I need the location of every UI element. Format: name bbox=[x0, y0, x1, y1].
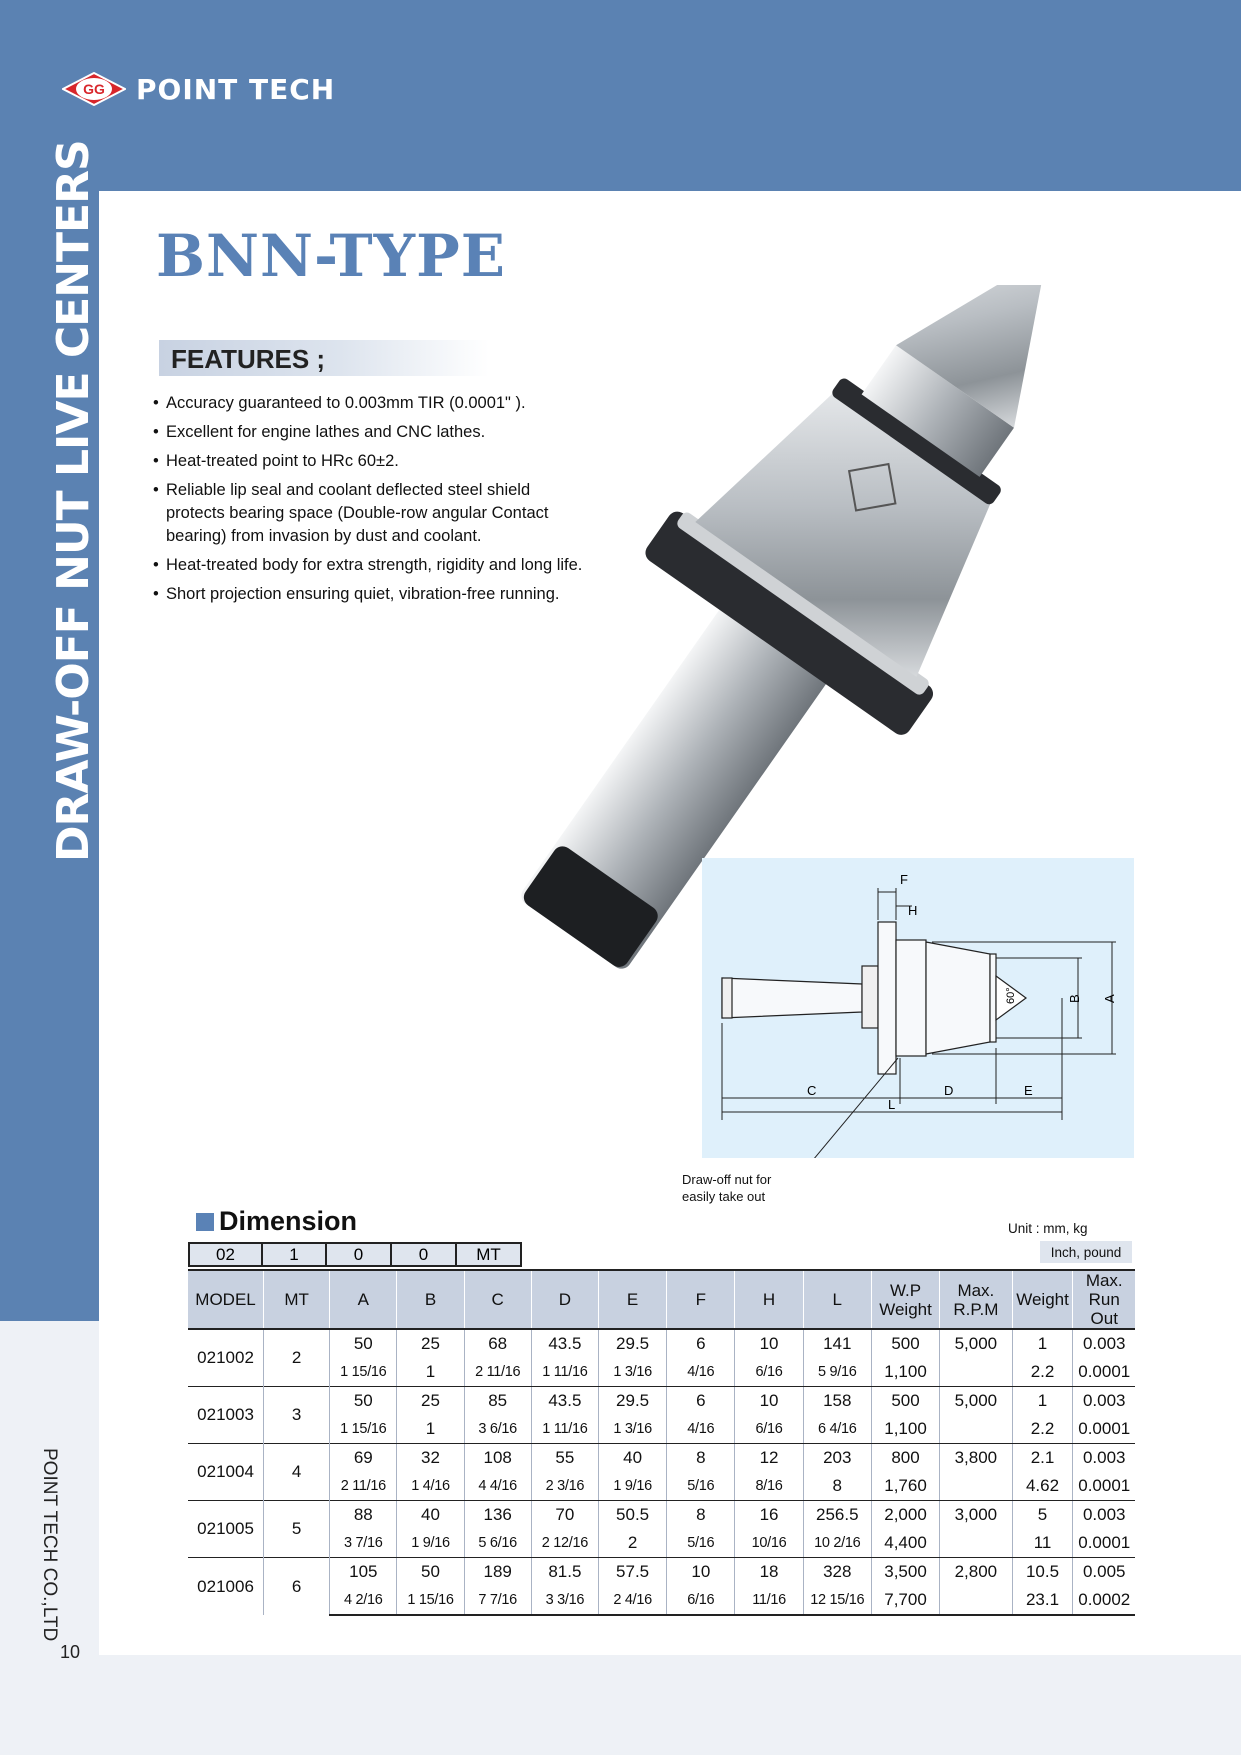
inch-value-cell: 6/16 bbox=[735, 1415, 803, 1444]
inch-value-cell: 6 4/16 bbox=[803, 1415, 871, 1444]
metric-value-cell: 136 bbox=[464, 1501, 531, 1530]
inch-value-cell: 2 4/16 bbox=[598, 1586, 666, 1615]
metric-value-cell: 1 bbox=[1012, 1329, 1073, 1358]
diagram-label-f: F bbox=[900, 872, 908, 887]
inch-value-cell: 5 9/16 bbox=[803, 1358, 871, 1387]
column-header: F bbox=[667, 1270, 735, 1329]
metric-value-cell: 3,800 bbox=[940, 1444, 1012, 1473]
inch-value-cell bbox=[940, 1529, 1012, 1558]
inch-value-cell: 2 bbox=[598, 1529, 666, 1558]
table-row bbox=[188, 1472, 1135, 1501]
metric-value-cell: 256.5 bbox=[803, 1501, 871, 1530]
metric-value-cell: 50 bbox=[330, 1329, 397, 1358]
inch-value-cell: 7,700 bbox=[871, 1586, 939, 1615]
metric-value-cell: 68 bbox=[464, 1329, 531, 1358]
metric-value-cell: 500 bbox=[871, 1387, 939, 1416]
code-cell: 0 bbox=[391, 1243, 456, 1266]
inch-value-cell: 3 6/16 bbox=[464, 1415, 531, 1444]
feature-item: • Reliable lip seal and coolant deflected steel shield protects bearing space (Double-row angular Contact bearing) from invasion by dust and coolant. bbox=[152, 479, 592, 548]
metric-value-cell: 8 bbox=[667, 1444, 735, 1473]
metric-value-cell: 85 bbox=[464, 1387, 531, 1416]
metric-value-cell: 0.003 bbox=[1073, 1329, 1135, 1358]
metric-value-cell: 3,500 bbox=[871, 1558, 939, 1587]
metric-value-cell: 189 bbox=[464, 1558, 531, 1587]
inch-value-cell: 1 15/16 bbox=[330, 1415, 397, 1444]
model-cell: 021005 bbox=[188, 1501, 264, 1558]
inch-value-cell: 10 2/16 bbox=[803, 1529, 871, 1558]
inch-value-cell: 7 7/16 bbox=[464, 1586, 531, 1615]
column-header: C bbox=[464, 1270, 531, 1329]
column-header: MT bbox=[264, 1270, 330, 1329]
inch-value-cell bbox=[940, 1415, 1012, 1444]
page-number: 10 bbox=[60, 1642, 81, 1662]
metric-value-cell: 32 bbox=[397, 1444, 464, 1473]
inch-value-cell: 2.2 bbox=[1012, 1415, 1073, 1444]
inch-value-cell: 2 12/16 bbox=[531, 1529, 598, 1558]
metric-value-cell: 5 bbox=[1012, 1501, 1073, 1530]
column-header: Weight bbox=[1012, 1270, 1073, 1329]
inch-value-cell: 1 9/16 bbox=[397, 1529, 464, 1558]
metric-value-cell: 328 bbox=[803, 1558, 871, 1587]
dimension-heading-text: Dimension bbox=[219, 1206, 358, 1236]
inch-value-cell: 4/16 bbox=[667, 1358, 735, 1387]
diagram-label-h: H bbox=[908, 903, 918, 918]
table-row bbox=[188, 1329, 1135, 1358]
diagram-label-e: E bbox=[1024, 1083, 1033, 1098]
diagram-label-c: C bbox=[807, 1083, 817, 1098]
metric-value-cell: 10 bbox=[667, 1558, 735, 1587]
inch-value-cell: 2 3/16 bbox=[531, 1472, 598, 1501]
inch-value-cell: 8/16 bbox=[735, 1472, 803, 1501]
inch-value-cell: 2 11/16 bbox=[464, 1358, 531, 1387]
inch-value-cell: 3 7/16 bbox=[330, 1529, 397, 1558]
table-row bbox=[188, 1444, 1135, 1473]
metric-value-cell: 3,000 bbox=[940, 1501, 1012, 1530]
table-row bbox=[188, 1529, 1135, 1558]
column-header: MODEL bbox=[188, 1270, 264, 1329]
metric-value-cell: 105 bbox=[330, 1558, 397, 1587]
logo-badge-text: GG bbox=[83, 81, 105, 97]
metric-value-cell: 29.5 bbox=[598, 1387, 666, 1416]
inch-value-cell: 23.1 bbox=[1012, 1586, 1073, 1615]
gg-logo-icon bbox=[62, 72, 126, 106]
inch-value-cell: 1 bbox=[397, 1358, 464, 1387]
mt-cell: 2 bbox=[264, 1329, 330, 1387]
metric-value-cell: 0.003 bbox=[1073, 1387, 1135, 1416]
table-row bbox=[188, 1586, 1135, 1615]
inch-value-cell bbox=[940, 1586, 1012, 1615]
dimension-diagram bbox=[702, 858, 1134, 1158]
inch-value-cell: 4/16 bbox=[667, 1415, 735, 1444]
metric-value-cell: 108 bbox=[464, 1444, 531, 1473]
metric-value-cell: 6 bbox=[667, 1329, 735, 1358]
diagram-label-angle: 60° bbox=[1005, 987, 1017, 1004]
inch-value-cell: 1,760 bbox=[871, 1472, 939, 1501]
column-header: H bbox=[735, 1270, 803, 1329]
diagram-label-l: L bbox=[888, 1097, 896, 1112]
mt-cell: 5 bbox=[264, 1501, 330, 1558]
draw-off-note bbox=[682, 1171, 771, 1205]
table-row bbox=[188, 1415, 1135, 1444]
model-cell: 021003 bbox=[188, 1387, 264, 1444]
metric-value-cell: 57.5 bbox=[598, 1558, 666, 1587]
inch-value-cell: 4,400 bbox=[871, 1529, 939, 1558]
metric-value-cell: 50 bbox=[397, 1558, 464, 1587]
inch-value-cell bbox=[940, 1358, 1012, 1387]
metric-value-cell: 0.005 bbox=[1073, 1558, 1135, 1587]
inch-value-cell: 0.0001 bbox=[1073, 1415, 1135, 1444]
metric-value-cell: 8 bbox=[667, 1501, 735, 1530]
column-header: Max. Run Out bbox=[1073, 1270, 1135, 1329]
inch-value-cell: 0.0001 bbox=[1073, 1529, 1135, 1558]
feature-item: • Heat-treated point to HRc 60±2. bbox=[152, 450, 592, 473]
feature-item: • Excellent for engine lathes and CNC lathes. bbox=[152, 421, 592, 444]
mt-cell: 6 bbox=[264, 1558, 330, 1616]
diagram-label-d: D bbox=[944, 1083, 954, 1098]
code-cell: MT bbox=[456, 1243, 521, 1266]
metric-value-cell: 12 bbox=[735, 1444, 803, 1473]
inch-value-cell: 1,100 bbox=[871, 1415, 939, 1444]
inch-value-cell: 4 4/16 bbox=[464, 1472, 531, 1501]
inch-value-cell: 5 6/16 bbox=[464, 1529, 531, 1558]
draw-off-note-line: Draw-off nut for bbox=[682, 1172, 772, 1187]
metric-value-cell: 2.1 bbox=[1012, 1444, 1073, 1473]
metric-value-cell: 5,000 bbox=[940, 1387, 1012, 1416]
inch-value-cell: 1 bbox=[397, 1415, 464, 1444]
inch-value-cell: 10/16 bbox=[735, 1529, 803, 1558]
metric-value-cell: 0.003 bbox=[1073, 1444, 1135, 1473]
brand-name: POINT TECH bbox=[136, 72, 336, 106]
metric-value-cell: 800 bbox=[871, 1444, 939, 1473]
metric-value-cell: 43.5 bbox=[531, 1387, 598, 1416]
model-cell: 021002 bbox=[188, 1329, 264, 1387]
column-header: W.P Weight bbox=[871, 1270, 939, 1329]
inch-value-cell: 0.0002 bbox=[1073, 1586, 1135, 1615]
unit-inch: Inch, pound bbox=[1040, 1241, 1132, 1263]
features-heading-text: FEATURES ; bbox=[171, 344, 326, 374]
inch-value-cell: 4.62 bbox=[1012, 1472, 1073, 1501]
metric-value-cell: 25 bbox=[397, 1387, 464, 1416]
inch-value-cell: 5/16 bbox=[667, 1472, 735, 1501]
bottom-band bbox=[0, 1655, 1241, 1755]
dimension-heading bbox=[196, 1206, 357, 1237]
metric-value-cell: 5,000 bbox=[940, 1329, 1012, 1358]
inch-value-cell: 4 2/16 bbox=[330, 1586, 397, 1615]
column-header: L bbox=[803, 1270, 871, 1329]
code-cell: 02 bbox=[189, 1243, 262, 1266]
table-row bbox=[188, 1387, 1135, 1416]
inch-value-cell: 1 9/16 bbox=[598, 1472, 666, 1501]
metric-value-cell: 158 bbox=[803, 1387, 871, 1416]
metric-value-cell: 40 bbox=[598, 1444, 666, 1473]
column-header: A bbox=[330, 1270, 397, 1329]
diagram-label-a: A bbox=[1102, 994, 1117, 1003]
inch-value-cell: 2.2 bbox=[1012, 1358, 1073, 1387]
column-header: B bbox=[397, 1270, 464, 1329]
table-body bbox=[188, 1329, 1135, 1615]
feature-item: • Heat-treated body for extra strength, rigidity and long life. bbox=[152, 554, 592, 577]
metric-value-cell: 10.5 bbox=[1012, 1558, 1073, 1587]
feature-item: • Short projection ensuring quiet, vibration-free running. bbox=[152, 583, 592, 606]
inch-value-cell: 11 bbox=[1012, 1529, 1073, 1558]
inch-value-cell: 1 4/16 bbox=[397, 1472, 464, 1501]
metric-value-cell: 40 bbox=[397, 1501, 464, 1530]
metric-value-cell: 43.5 bbox=[531, 1329, 598, 1358]
code-cell: 1 bbox=[262, 1243, 326, 1266]
inch-value-cell bbox=[940, 1472, 1012, 1501]
inch-value-cell: 1,100 bbox=[871, 1358, 939, 1387]
inch-value-cell: 0.0001 bbox=[1073, 1472, 1135, 1501]
feature-item: • Accuracy guaranteed to 0.003mm TIR (0.0001" ). bbox=[152, 392, 592, 415]
metric-value-cell: 203 bbox=[803, 1444, 871, 1473]
inch-value-cell: 1 3/16 bbox=[598, 1358, 666, 1387]
metric-value-cell: 55 bbox=[531, 1444, 598, 1473]
metric-value-cell: 29.5 bbox=[598, 1329, 666, 1358]
metric-value-cell: 10 bbox=[735, 1387, 803, 1416]
inch-value-cell: 1 15/16 bbox=[330, 1358, 397, 1387]
inch-value-cell: 12 15/16 bbox=[803, 1586, 871, 1615]
diagram-label-b: B bbox=[1067, 994, 1082, 1003]
page-title: BNN-TYPE bbox=[156, 222, 506, 290]
table-header-row bbox=[188, 1270, 1135, 1329]
side-category-title: DRAW-OFF NUT LIVE CENTERS bbox=[48, 140, 99, 862]
metric-value-cell: 2,000 bbox=[871, 1501, 939, 1530]
metric-value-cell: 50 bbox=[330, 1387, 397, 1416]
code-cell: 0 bbox=[326, 1243, 391, 1266]
inch-value-cell: 1 15/16 bbox=[397, 1586, 464, 1615]
metric-value-cell: 81.5 bbox=[531, 1558, 598, 1587]
metric-value-cell: 70 bbox=[531, 1501, 598, 1530]
table-row bbox=[188, 1358, 1135, 1387]
inch-value-cell: 11/16 bbox=[735, 1586, 803, 1615]
inch-value-cell: 1 3/16 bbox=[598, 1415, 666, 1444]
footer-company: POINT TECH CO.,LTD bbox=[39, 1448, 60, 1642]
metric-value-cell: 18 bbox=[735, 1558, 803, 1587]
dimension-table bbox=[188, 1269, 1135, 1616]
brand-logo bbox=[62, 72, 335, 106]
inch-value-cell: 1 11/16 bbox=[531, 1358, 598, 1387]
metric-value-cell: 6 bbox=[667, 1387, 735, 1416]
mt-cell: 4 bbox=[264, 1444, 330, 1501]
table-row bbox=[188, 1558, 1135, 1587]
inch-value-cell: 6/16 bbox=[735, 1358, 803, 1387]
inch-value-cell: 5/16 bbox=[667, 1529, 735, 1558]
metric-value-cell: 25 bbox=[397, 1329, 464, 1358]
metric-value-cell: 500 bbox=[871, 1329, 939, 1358]
inch-value-cell: 1 11/16 bbox=[531, 1415, 598, 1444]
metric-value-cell: 50.5 bbox=[598, 1501, 666, 1530]
inch-value-cell: 2 11/16 bbox=[330, 1472, 397, 1501]
inch-value-cell: 0.0001 bbox=[1073, 1358, 1135, 1387]
metric-value-cell: 141 bbox=[803, 1329, 871, 1358]
model-cell: 021006 bbox=[188, 1558, 264, 1616]
metric-value-cell: 0.003 bbox=[1073, 1501, 1135, 1530]
metric-value-cell: 1 bbox=[1012, 1387, 1073, 1416]
column-header: D bbox=[531, 1270, 598, 1329]
unit-metric: Unit : mm, kg bbox=[1008, 1221, 1088, 1236]
inch-value-cell: 3 3/16 bbox=[531, 1586, 598, 1615]
model-cell: 021004 bbox=[188, 1444, 264, 1501]
inch-value-cell: 8 bbox=[803, 1472, 871, 1501]
column-header: Max. R.P.M bbox=[940, 1270, 1012, 1329]
table-row bbox=[188, 1501, 1135, 1530]
metric-value-cell: 16 bbox=[735, 1501, 803, 1530]
draw-off-note-line: easily take out bbox=[682, 1189, 766, 1204]
metric-value-cell: 88 bbox=[330, 1501, 397, 1530]
inch-value-cell: 6/16 bbox=[667, 1586, 735, 1615]
square-bullet-icon bbox=[196, 1213, 214, 1231]
model-code-breakdown bbox=[188, 1242, 522, 1267]
column-header: E bbox=[598, 1270, 666, 1329]
metric-value-cell: 10 bbox=[735, 1329, 803, 1358]
metric-value-cell: 69 bbox=[330, 1444, 397, 1473]
metric-value-cell: 2,800 bbox=[940, 1558, 1012, 1587]
mt-cell: 3 bbox=[264, 1387, 330, 1444]
